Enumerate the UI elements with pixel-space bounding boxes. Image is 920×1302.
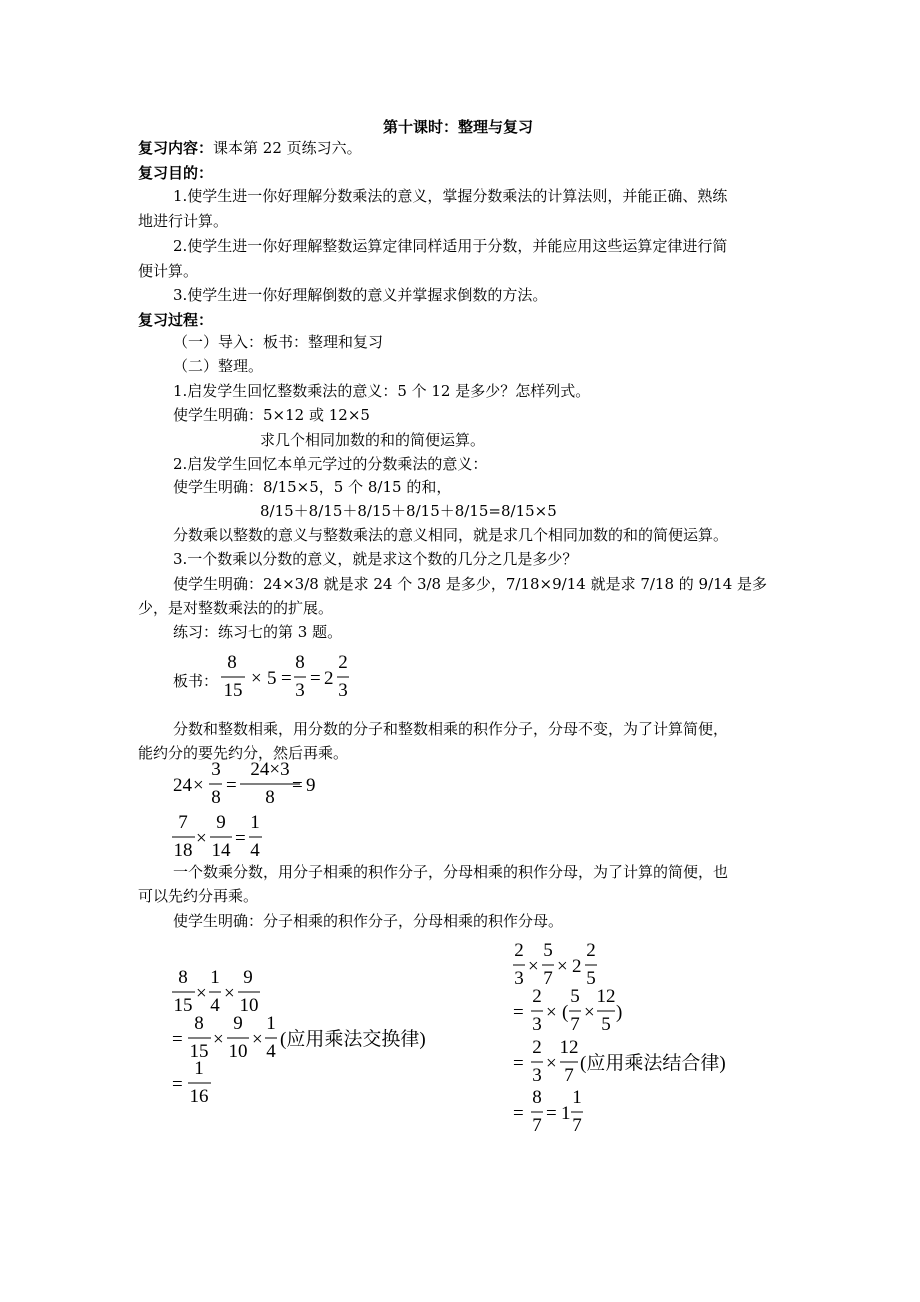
equals-sign: = xyxy=(172,1074,183,1095)
result: 9 xyxy=(306,775,316,796)
line-18: 使学生明确：分子相乘的积作分子，分母相乘的积作分母。 xyxy=(173,912,564,930)
whole-number: 5 xyxy=(267,668,277,689)
frac-den: 15 xyxy=(189,1041,209,1062)
equals-sign: = xyxy=(546,1103,557,1124)
equals-sign: = xyxy=(310,668,321,689)
line-16: 一个数乘分数，用分子相乘的积作分子，分母相乘的积作分母，为了计算的简便，也 xyxy=(173,863,729,881)
frac-num: 5 xyxy=(543,940,553,961)
frac-den: 3 xyxy=(532,1065,542,1086)
frac-num: 2 xyxy=(532,1037,542,1058)
frac-num: 8 xyxy=(194,1013,204,1034)
law-note: (应用乘法交换律) xyxy=(280,1029,426,1050)
times-sign: × xyxy=(251,668,262,689)
line-4: 使学生明确：5×12 或 12×5 xyxy=(173,406,370,424)
frac-den: 7 xyxy=(564,1065,574,1086)
process-heading: 复习过程： xyxy=(138,311,214,329)
frac-num: 2 xyxy=(338,652,348,673)
frac-den: 8 xyxy=(265,787,275,808)
frac-den: 14 xyxy=(211,840,231,861)
line-5: 求几个相同加数的和的简便运算。 xyxy=(260,431,486,449)
equals-sign: = xyxy=(292,775,303,796)
mixed-whole: 2 xyxy=(572,956,582,977)
frac-den: 3 xyxy=(338,680,348,701)
frac-num: 1 xyxy=(266,1013,276,1034)
times-sign: × xyxy=(213,1029,224,1050)
frac-num: 9 xyxy=(233,1013,243,1034)
goal-1-cont: 地进行计算。 xyxy=(138,212,229,230)
equals-sign: = xyxy=(513,1103,524,1124)
times-sign: × xyxy=(557,956,568,977)
times-sign: × xyxy=(196,828,207,849)
times-sign: × xyxy=(252,1029,263,1050)
frac-den: 5 xyxy=(586,968,596,989)
content-text: 课本第 22 页练习六。 xyxy=(213,139,362,157)
equals-sign: = xyxy=(513,1002,524,1023)
goal-3: 3.使学生进一你好理解倒数的意义并掌握求倒数的方法。 xyxy=(173,286,548,304)
paren-open: ( xyxy=(562,1002,569,1023)
line-9: 分数乘以整数的意义与整数乘法的意义相同，就是求几个相同加数的和的简便运算。 xyxy=(173,526,729,544)
line-13: 练习：练习七的第 3 题。 xyxy=(173,623,343,641)
frac-num: 3 xyxy=(211,759,221,780)
equals-sign: = xyxy=(226,775,237,796)
frac-num: 9 xyxy=(216,812,226,833)
frac-den: 7 xyxy=(543,968,553,989)
left-calculation xyxy=(172,967,426,1107)
line-15: 能约分的要先约分，然后再乘。 xyxy=(138,744,349,762)
times-sign: × xyxy=(546,1002,557,1023)
law-note: (应用乘法结合律) xyxy=(580,1053,726,1074)
frac-den: 10 xyxy=(228,1041,248,1062)
line-intro: （一）导入：板书：整理和复习 xyxy=(173,333,384,351)
times-sign: × xyxy=(546,1053,557,1074)
lead-number: 24 xyxy=(173,775,192,796)
times-sign: × xyxy=(584,1002,595,1023)
frac-den: 15 xyxy=(173,995,193,1016)
frac-den: 15 xyxy=(223,680,243,701)
equals-sign: = xyxy=(172,1029,183,1050)
line-3: 1.启发学生回忆整数乘法的意义：5 个 12 是多少？怎样列式。 xyxy=(173,382,591,400)
frac-num: 1 xyxy=(572,1087,582,1108)
frac-num: 2 xyxy=(514,940,524,961)
equation-3 xyxy=(172,812,262,861)
mixed-whole: 2 xyxy=(324,668,334,689)
frac-num: 12 xyxy=(596,986,616,1007)
frac-den: 3 xyxy=(532,1014,542,1035)
frac-den: 4 xyxy=(266,1041,276,1062)
equals-sign: = xyxy=(513,1053,524,1074)
equals-sign: = xyxy=(235,828,246,849)
times-sign: × xyxy=(528,956,539,977)
times-sign: × xyxy=(224,983,235,1004)
line-organize: （二）整理。 xyxy=(173,357,264,375)
frac-num: 24×3 xyxy=(250,759,290,780)
frac-den: 5 xyxy=(601,1014,611,1035)
board-label: 板书： xyxy=(173,672,219,690)
frac-den: 7 xyxy=(570,1014,580,1035)
equals-sign: = xyxy=(281,668,292,689)
goal-2-cont: 便计算。 xyxy=(138,262,199,280)
frac-num: 2 xyxy=(586,940,596,961)
frac-den: 18 xyxy=(173,840,193,861)
frac-num: 7 xyxy=(178,812,188,833)
frac-den: 4 xyxy=(250,840,260,861)
times-sign: × xyxy=(196,983,207,1004)
line-12: 少，是对整数乘法的的扩展。 xyxy=(138,599,334,617)
frac-den: 3 xyxy=(514,968,524,989)
frac-num: 2 xyxy=(532,986,542,1007)
frac-den: 7 xyxy=(572,1115,582,1136)
paren-close: ) xyxy=(616,1002,623,1023)
right-calculation xyxy=(513,940,726,1136)
frac-num: 8 xyxy=(227,652,237,673)
frac-den: 16 xyxy=(189,1086,209,1107)
frac-den: 7 xyxy=(532,1115,542,1136)
frac-num: 8 xyxy=(178,967,188,988)
content-label: 复习内容： xyxy=(138,139,214,157)
frac-den: 4 xyxy=(210,995,220,1016)
frac-den: 3 xyxy=(295,680,305,701)
page-title: 第十课时：整理与复习 xyxy=(383,118,534,136)
times-sign: × xyxy=(193,775,204,796)
line-14: 分数和整数相乘，用分数的分子和整数相乘的积作分子，分母不变，为了计算简便， xyxy=(173,720,729,738)
line-11: 使学生明确：24×3/8 就是求 24 个 3/8 是多少，7/18×9/14 就是求 7/18 的 9/14 是多 xyxy=(173,575,768,593)
line-17: 可以先约分再乘。 xyxy=(138,887,259,905)
goal-1: 1.使学生进一你好理解分数乘法的意义，掌握分数乘法的计算法则，并能正确、熟练 xyxy=(173,187,728,205)
line-10: 3.一个数乘以分数的意义，就是求这个数的几分之几是多少？ xyxy=(173,550,578,568)
line-7: 使学生明确：8/15×5，5 个 8/15 的和， xyxy=(173,478,452,496)
frac-num: 8 xyxy=(532,1087,542,1108)
equation-board xyxy=(221,652,349,701)
line-6: 2.启发学生回忆本单元学过的分数乘法的意义： xyxy=(173,455,488,473)
frac-num: 1 xyxy=(194,1058,204,1079)
frac-num: 5 xyxy=(570,986,580,1007)
mixed-whole: 1 xyxy=(561,1103,571,1124)
frac-num: 1 xyxy=(250,812,260,833)
frac-num: 1 xyxy=(210,967,220,988)
frac-num: 12 xyxy=(559,1037,579,1058)
goal-2: 2.使学生进一你好理解整数运算定律同样适用于分数，并能应用这些运算定律进行简 xyxy=(173,237,728,255)
frac-den: 8 xyxy=(211,787,221,808)
frac-num: 8 xyxy=(295,652,305,673)
equation-2 xyxy=(173,759,316,808)
goal-heading: 复习目的： xyxy=(138,164,214,182)
line-8: 8/15＋8/15＋8/15＋8/15＋8/15=8/15×5 xyxy=(260,502,557,520)
frac-den: 10 xyxy=(239,995,259,1016)
frac-num: 9 xyxy=(243,967,253,988)
